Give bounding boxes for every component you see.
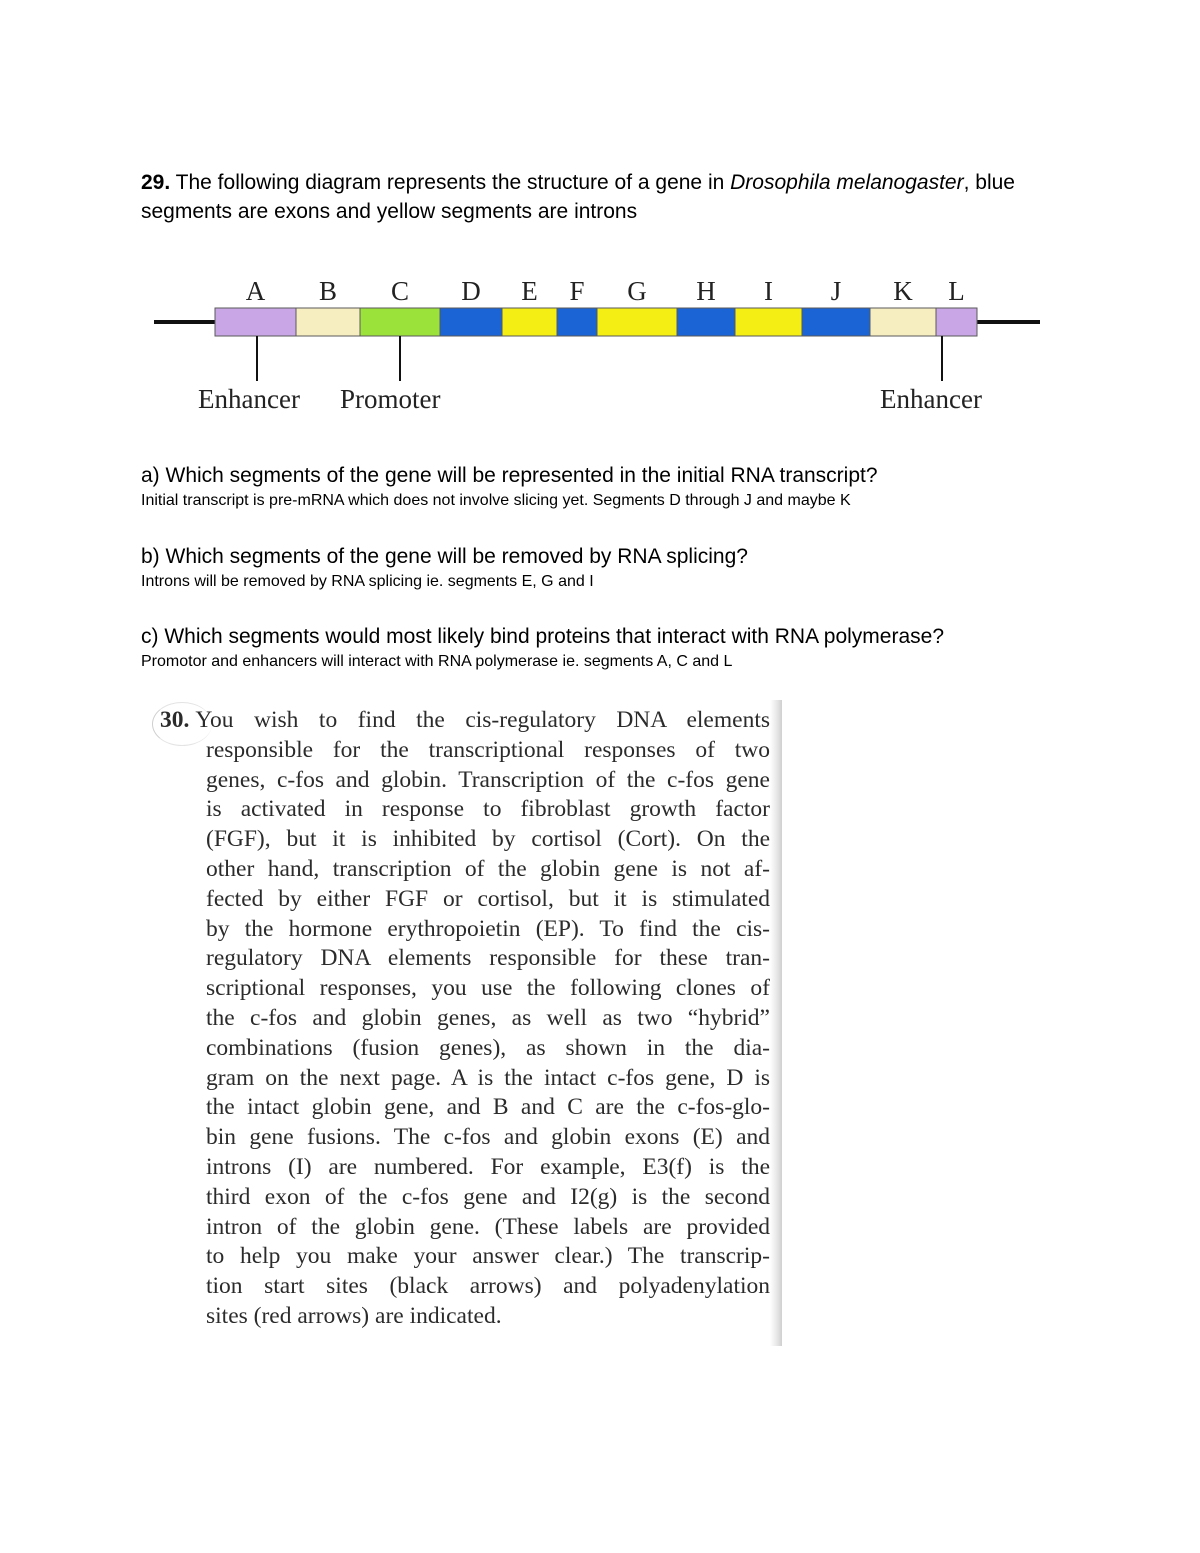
gene-segment-h	[677, 308, 735, 336]
question-30-scanned-text	[142, 700, 782, 1346]
gene-segment-l	[936, 308, 977, 336]
gene-segment-f	[557, 308, 597, 336]
segment-label-e: E	[521, 276, 538, 306]
segment-label-k: K	[893, 276, 913, 306]
gene-segment-d	[440, 308, 502, 336]
question-30-line: other hand, transcription of the globin gene is not af-	[206, 855, 770, 882]
gene-segment-j	[802, 308, 870, 336]
segment-label-f: F	[569, 276, 585, 306]
segment-label-a: A	[245, 276, 266, 306]
question-29-number: 29.	[141, 171, 171, 194]
gene-segment-b	[296, 308, 360, 336]
gene-segment-c	[360, 308, 440, 336]
question-30-line: regulatory DNA elements responsible for these tran-	[206, 945, 770, 972]
gene-segment-e	[502, 308, 557, 336]
question-30-line: responsible for the transcriptional responses of two	[206, 736, 770, 763]
question-29-text-1: The following diagram represents the structure of a gene in	[170, 171, 731, 194]
question-29b-text: b) Which segments of the gene will be removed by RNA splicing?	[141, 545, 748, 568]
gene-structure-svg	[152, 253, 1058, 435]
question-30-line: intron of the globin gene. (These labels are provided	[206, 1213, 770, 1240]
question-30-line: 30. You wish to find the cis-regulatory DNA elements	[160, 707, 770, 733]
question-30-line: bin gene fusions. The c-fos and globin exons (E) and	[206, 1124, 770, 1151]
segment-label-i: I	[764, 276, 773, 306]
question-29c	[141, 624, 1101, 672]
question-29a-text: a) Which segments of the gene will be represented in the initial RNA transcript?	[141, 464, 878, 487]
question-30-line: genes, c-fos and globin. Transcription of the c-fos gene	[206, 766, 770, 793]
question-30-line: to help you make your answer clear.) The transcrip-	[206, 1243, 770, 1270]
question-30-line: fected by either FGF or cortisol, but it is stimulated	[206, 885, 770, 912]
species-name: Drosophila melanogaster	[730, 171, 964, 194]
gene-structure-diagram	[152, 253, 1058, 435]
segment-label-j: J	[830, 276, 842, 306]
question-29c-text: c) Which segments would most likely bind proteins that interact with RNA polymerase?	[141, 625, 945, 648]
gene-segment-a	[215, 308, 296, 336]
question-30-line: gram on the next page. A is the intact c-fos gene, D is	[206, 1064, 770, 1091]
scan-page-edge	[770, 700, 782, 1346]
segment-label-d: D	[461, 276, 481, 306]
question-30-line: by the hormone erythropoietin (EP). To find the cis-	[206, 915, 770, 942]
answer-29a-text: Initial transcript is pre-mRNA which does not involve slicing yet. Segments D through J and maybe K	[141, 492, 851, 509]
segment-label-c: C	[390, 276, 410, 306]
question-29-text-2: , blue segments are exons and yellow segments are introns	[141, 171, 1015, 223]
segment-label-g: G	[627, 276, 647, 306]
question-30-line: the c-fos and globin genes, as well as two “hybrid”	[206, 1004, 770, 1031]
question-30-line: the intact globin gene, and B and C are the c-fos-glo-	[206, 1094, 770, 1121]
question-29b	[141, 544, 1101, 592]
question-30-body	[160, 706, 770, 1332]
question-29a	[141, 463, 1101, 511]
question-30-line: introns (I) are numbered. For example, E3(f) is the	[206, 1153, 770, 1180]
answer-29b-text: Introns will be removed by RNA splicing ie. segments E, G and I	[141, 573, 594, 590]
gene-segment-g	[597, 308, 677, 336]
gene-segment-i	[735, 308, 802, 336]
enhancer-right-label: Enhancer	[880, 384, 982, 414]
question-30-line: tion start sites (black arrows) and polyadenylation	[206, 1273, 770, 1300]
enhancer-left-label: Enhancer	[198, 384, 300, 414]
question-30-line: scriptional responses, you use the following clones of	[206, 975, 770, 1002]
promoter-label: Promoter	[340, 384, 441, 414]
question-30-number: 30.	[160, 707, 190, 733]
question-30-line: is activated in response to fibroblast growth factor	[206, 796, 770, 823]
segment-label-l: L	[948, 276, 965, 306]
segment-label-h: H	[696, 276, 716, 306]
question-29	[141, 168, 1071, 226]
gene-segment-k	[870, 308, 936, 336]
answer-29c-text: Promotor and enhancers will interact with RNA polymerase ie. segments A, C and L	[141, 653, 733, 670]
question-30-line: third exon of the c-fos gene and I2(g) is the second	[206, 1183, 770, 1210]
question-30-line: (FGF), but it is inhibited by cortisol (Cort). On the	[206, 826, 770, 853]
segment-label-b: B	[318, 276, 338, 306]
question-30-line: sites (red arrows) are indicated.	[206, 1302, 502, 1329]
question-30-line: combinations (fusion genes), as shown in the dia-	[206, 1034, 770, 1061]
